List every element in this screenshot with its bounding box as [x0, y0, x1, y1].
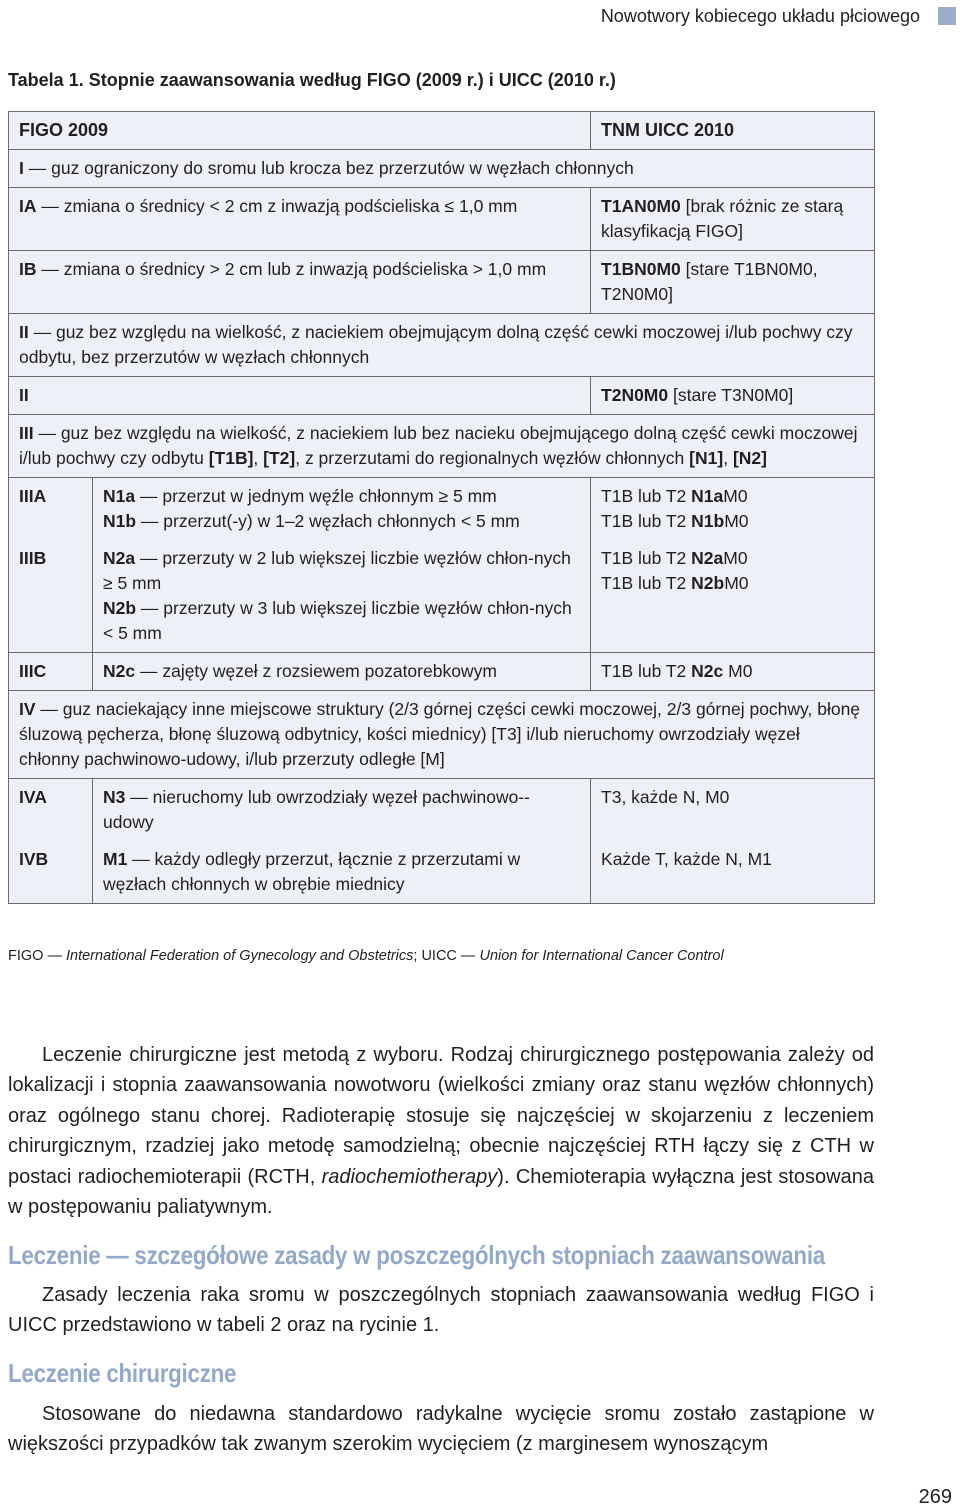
table-footnote: FIGO — International Federation of Gynecology and Obstetrics; UICC — Union for International Cancer Control	[8, 948, 724, 964]
paragraph-surgical: Stosowane do niedawna standardowo radykalne wycięcie sromu zostało zastąpione w większości przypadków tak zwanym szerokim wycięciem (z marginesem wynoszącym	[8, 1403, 874, 1456]
row-stage-ivb-tnm: Każde T, każde N, M1	[591, 841, 875, 904]
table-header-row	[9, 112, 875, 150]
row-stage-iiia-desc: N1a — przerzut w jednym węźle chłonnym ≥ 5 mm N1b — przerzut(-y) w 1–2 węzłach chłonnych < 5 mm	[93, 478, 591, 541]
row-stage-iva-label: IVA	[9, 779, 93, 842]
table-row	[9, 691, 875, 779]
paragraph-surgery-intro: Leczenie chirurgiczne jest metodą z wyboru. Rodzaj chirurgicznego postępowania zależy od lokalizacji i stopnia zaawansowania nowotworu (wielkości zmiany oraz stanu węzłów chłonnych) oraz ogólnego stanu chorej. Radioterapię stosuje się najczęściej w skojarzeniu z leczeniem chirurgicznym, rzadziej jako metodę samodzielną; obecnie najczęściej RTH łączy się z CTH w postaci radiochemioterapii (RCTH, radiochemiotherapy). Chemioterapia wyłączna jest stosowana w postępowaniu paliatywnym.	[8, 1044, 874, 1219]
row-stage-iiic-label: IIIC	[9, 653, 93, 691]
table-row	[9, 188, 875, 251]
table-row	[9, 841, 875, 904]
row-stage-iiia-label: IIIA	[9, 478, 93, 541]
table-caption: Tabela 1. Stopnie zaawansowania według FIGO (2009 r.) i UICC (2010 r.)	[8, 70, 616, 90]
table-row	[9, 478, 875, 541]
table-row	[9, 377, 875, 415]
table-row	[9, 540, 875, 653]
table-row	[9, 653, 875, 691]
section-heading-stage-treatment: Leczenie — szczegółowe zasady w poszczególnych stopniach zaawansowania	[8, 1240, 825, 1270]
row-stage-iiic-desc: N2c — zajęty węzeł z rozsiewem pozatorebkowym	[93, 653, 591, 691]
row-stage-iiia-tnm: T1B lub T2 N1aM0 T1B lub T2 N1bM0	[591, 478, 875, 541]
row-stage-iiib-label: IIIB	[9, 540, 93, 653]
col-header-figo: FIGO 2009	[9, 112, 591, 150]
col-header-tnm: TNM UICC 2010	[591, 112, 875, 150]
row-stage-iva-desc: N3 — nieruchomy lub owrzodziały węzeł pachwinowo--udowy	[93, 779, 591, 842]
staging-table	[8, 111, 875, 904]
table-row	[9, 779, 875, 842]
running-header	[601, 4, 960, 28]
row-stage-iva-tnm: T3, każde N, M0	[591, 779, 875, 842]
row-stage-iiic-tnm: T1B lub T2 N2c M0	[591, 653, 875, 691]
row-stage-i: I — guz ograniczony do sromu lub krocza bez przerzutów w węzłach chłonnych	[9, 150, 875, 188]
row-stage-ii-label: II	[9, 377, 591, 415]
row-stage-ivb-label: IVB	[9, 841, 93, 904]
row-stage-ivb-desc: M1 — każdy odległy przerzut, łącznie z przerzutami w węzłach chłonnych w obrębie miednicy	[93, 841, 591, 904]
row-stage-ia: IA — zmiana o średnicy < 2 cm z inwazją podścieliska ≤ 1,0 mm	[9, 188, 591, 251]
table-row	[9, 314, 875, 377]
table-row	[9, 251, 875, 314]
row-stage-ib: IB — zmiana o średnicy > 2 cm lub z inwazją podścieliska > 1,0 mm	[9, 251, 591, 314]
running-header-title: Nowotwory kobiecego układu płciowego	[600, 5, 920, 26]
row-stage-ii-tnm: T2N0M0 [stare T3N0M0]	[591, 377, 875, 415]
row-stage-iiib-desc: N2a — przerzuty w 2 lub większej liczbie węzłów chłon-nych ≥ 5 mm N2b — przerzuty w 3 lub większej liczbie węzłów chłon-nych < 5 mm	[93, 540, 591, 653]
table-row	[9, 150, 875, 188]
paragraph-stage-principles: Zasady leczenia raka sromu w poszczególnych stopniach zaawansowania według FIGO i UICC przedstawiono w tabeli 2 oraz na rycinie 1.	[8, 1284, 874, 1337]
row-stage-ib-tnm: T1BN0M0 [stare T1BN0M0, T2N0M0]	[591, 251, 875, 314]
table-row	[9, 415, 875, 478]
page-number: 269	[918, 1486, 952, 1508]
row-stage-iv: IV — guz naciekający inne miejscowe struktury (2/3 górnej części cewki moczowej, 2/3 górnej pochwy, błonę śluzową pęcherza, błonę śluzową odbytnicy, kości miednicy) [T3] i/lub nieruchomy owrzodziały węzeł chłonny pachwinowo-udowy, i/lub przerzuty odległe [M]	[9, 691, 875, 779]
section-heading-surgical-treatment: Leczenie chirurgiczne	[8, 1358, 237, 1388]
row-stage-iii: III — guz bez względu na wielkość, z naciekiem lub bez nacieku obejmującego dolną część cewki moczowej i/lub pochwy czy odbytu [T1B], [T2], z przerzutami do regionalnych węzłów chłonnych [N1], [N2]	[9, 415, 875, 478]
row-stage-ia-tnm: T1AN0M0 [brak różnic ze starą klasyfikacją FIGO]	[591, 188, 875, 251]
row-stage-ii: II — guz bez względu na wielkość, z naciekiem obejmującym dolną część cewki moczowej i/lub pochwy czy odbytu, bez przerzutów w węzłach chłonnych	[9, 314, 875, 377]
row-stage-iiib-tnm: T1B lub T2 N2aM0 T1B lub T2 N2bM0	[591, 540, 875, 653]
header-square-icon	[938, 7, 956, 25]
